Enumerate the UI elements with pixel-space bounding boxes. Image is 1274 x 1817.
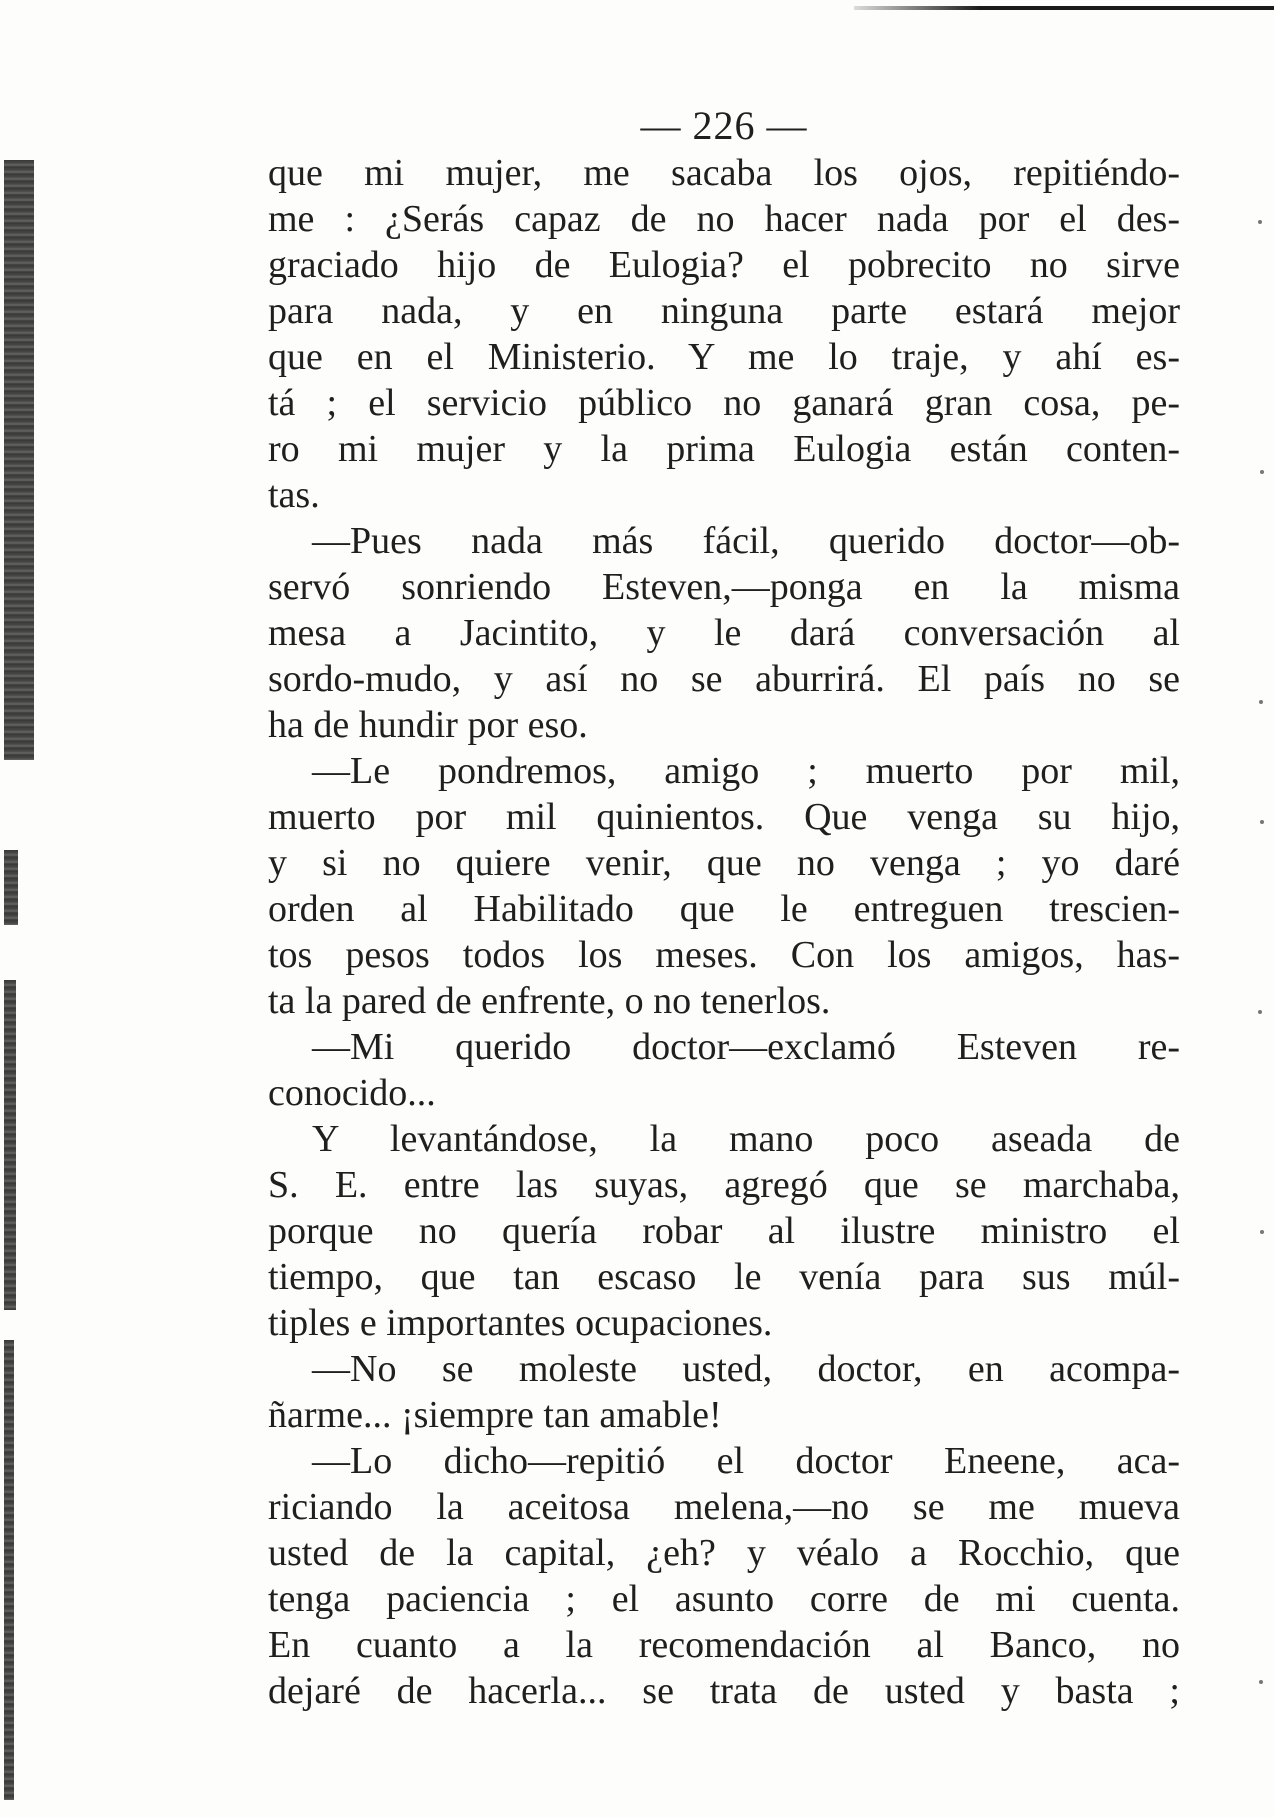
text-line: ro mi mujer y la prima Eulogia están conten- (268, 428, 1180, 470)
page-number: — 226 — (640, 103, 808, 148)
text-line: porque no quería robar al ilustre ministro el (268, 1210, 1180, 1252)
text-line: ha de hundir por eso. (268, 704, 588, 746)
speck (1259, 1680, 1263, 1684)
speck (1260, 470, 1264, 474)
speck (1259, 700, 1263, 704)
text-line: tiples e importantes ocupaciones. (268, 1302, 773, 1344)
text-line: Y levantándose, la mano poco aseada de (312, 1118, 1180, 1160)
left-binding-shadow (0, 160, 40, 1810)
text-line: que en el Ministerio. Y me lo traje, y ahí es- (268, 336, 1180, 378)
text-line: —Lo dicho—repitió el doctor Eneene, aca- (312, 1440, 1180, 1482)
text-line: En cuanto a la recomendación al Banco, no (268, 1624, 1180, 1666)
text-line: riciando la aceitosa melena,—no se me mueva (268, 1486, 1180, 1528)
text-line: para nada, y en ninguna parte estará mejor (268, 290, 1180, 332)
text-line: sordo-mudo, y así no se aburrirá. El país no se (268, 658, 1180, 700)
text-lines (268, 150, 1180, 1714)
text-line: tá ; el servicio público no ganará gran cosa, pe- (268, 382, 1180, 424)
top-edge-rule (854, 6, 1274, 10)
text-line: graciado hijo de Eulogia? el pobrecito no sirve (268, 244, 1180, 286)
binding-shadow-segment (4, 850, 18, 925)
text-line: dejaré de hacerla... se trata de usted y basta ; (268, 1670, 1180, 1712)
text-line: S. E. entre las suyas, agregó que se marchaba, (268, 1164, 1180, 1206)
speck (1258, 220, 1262, 224)
page-text (268, 104, 1180, 1714)
text-line: que mi mujer, me sacaba los ojos, repitiéndo- (268, 152, 1180, 194)
binding-shadow-segment (4, 980, 16, 1310)
text-line: —No se moleste usted, doctor, en acompa- (312, 1348, 1180, 1390)
text-line: muerto por mil quinientos. Que venga su hijo, (268, 796, 1180, 838)
text-line: tos pesos todos los meses. Con los amigos, has- (268, 934, 1180, 976)
text-line: conocido... (268, 1072, 436, 1114)
text-line: —Mi querido doctor—exclamó Esteven re- (312, 1026, 1180, 1068)
binding-shadow-segment (4, 160, 34, 760)
text-line: mesa a Jacintito, y le dará conversación al (268, 612, 1180, 654)
text-line: —Le pondremos, amigo ; muerto por mil, (312, 750, 1180, 792)
text-line: ta la pared de enfrente, o no tenerlos. (268, 980, 831, 1022)
text-line: me : ¿Serás capaz de no hacer nada por el des- (268, 198, 1180, 240)
text-line: servó sonriendo Esteven,—ponga en la misma (268, 566, 1180, 608)
binding-shadow-segment (4, 1340, 14, 1800)
text-line: tenga paciencia ; el asunto corre de mi cuenta. (268, 1578, 1180, 1620)
text-line: y si no quiere venir, que no venga ; yo daré (268, 842, 1180, 884)
text-line: tiempo, que tan escaso le venía para sus múl- (268, 1256, 1180, 1298)
right-margin-specks (1254, 100, 1274, 1800)
text-line: usted de la capital, ¿eh? y véalo a Rocchio, que (268, 1532, 1180, 1574)
speck (1258, 1010, 1262, 1014)
speck (1260, 1230, 1264, 1234)
text-line: tas. (268, 474, 320, 516)
text-line: —Pues nada más fácil, querido doctor—ob- (312, 520, 1180, 562)
text-line: orden al Habilitado que le entreguen trescien- (268, 888, 1180, 930)
speck (1260, 820, 1264, 824)
text-line: ñarme... ¡siempre tan amable! (268, 1394, 722, 1436)
